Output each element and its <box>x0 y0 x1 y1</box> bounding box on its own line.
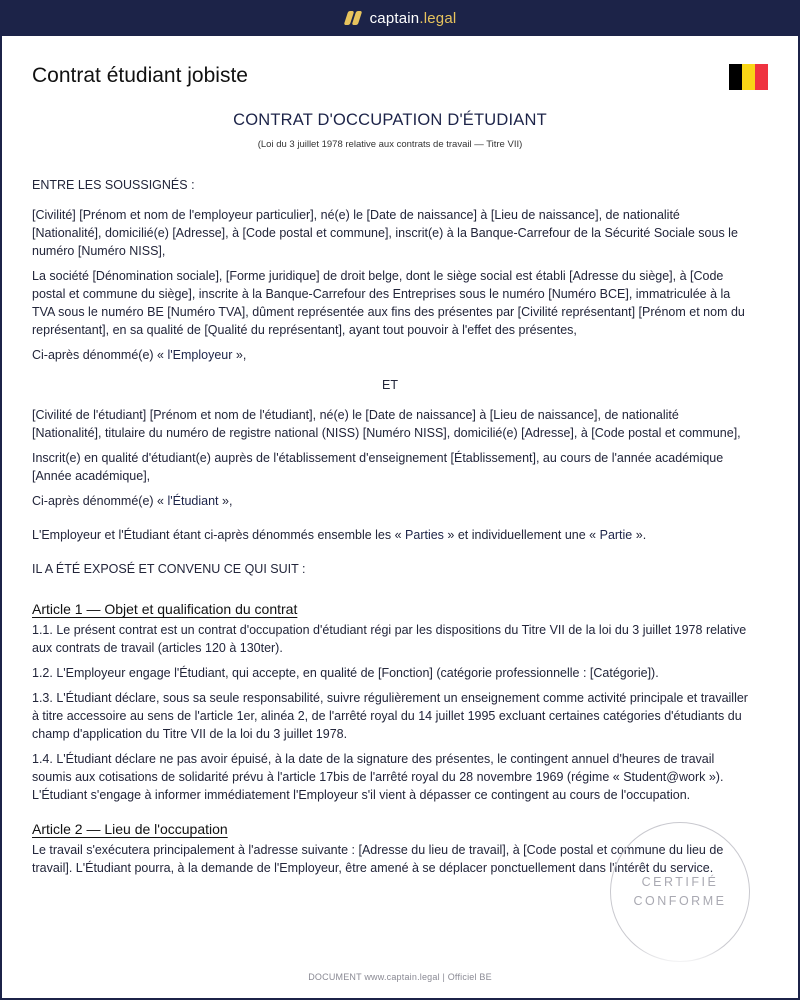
contract-subtitle: (Loi du 3 juillet 1978 relative aux contrats de travail — Titre VII) <box>257 139 523 150</box>
footer-text: DOCUMENT www.captain.legal | Officiel BE <box>308 972 492 982</box>
agreed-heading: IL A ÉTÉ EXPOSÉ ET CONVENU CE QUI SUIT : <box>32 562 306 576</box>
between-heading: ENTRE LES SOUSSIGNÉS : <box>32 178 195 192</box>
employer-term: l'Employeur <box>167 348 233 362</box>
article-2-heading: Article 2 — Lieu de l'occupation <box>32 821 228 837</box>
document-page <box>2 36 798 998</box>
parties-definition: L'Employeur et l'Étudiant étant ci-après dénommés ensemble les « Parties » et individuellement une « Partie ». <box>32 528 647 542</box>
belgium-flag-icon <box>729 64 768 90</box>
article-1-paragraph-3: 1.3. L'Étudiant déclare, sous sa seule responsabilité, suivre régulièrement un enseignement comme activité principale et travailler à titre accessoire au sens de l'article 1er, alinéa 2, de l'arrêté royal du 14 juillet 1995 excluant certaines catégories d'étudiants du champ d'application du Titre VII de la loi du 3 juillet 1978. <box>32 691 748 741</box>
employer-alias: Ci-après dénommé(e) « l'Employeur », <box>32 348 247 362</box>
brand-name[interactable]: captain.legal <box>369 9 457 27</box>
content-fade <box>2 946 798 966</box>
captain-logo-icon <box>344 11 362 25</box>
article-1-paragraph-4: 1.4. L'Étudiant déclare ne pas avoir épuisé, à la date de la signature des présentes, le contingent annuel d'heures de travail soumis aux cotisations de solidarité prévu à l'article 17bis de l'arrêté royal du 28 novembre 1969 (régime « Student@work »). L'Étudiant s'engage à informer immédiatement l'Employeur s'il vient à dépasser ce contingent au cours de l'occupation. <box>32 752 724 802</box>
partie-term: Partie <box>599 528 633 542</box>
article-2-paragraph-1: Le travail s'exécutera principalement à l'adresse suivante : [Adresse du lieu de travail], à [Code postal et commune du lieu de travail]. L'Étudiant pourra, à la demande de l'Employeur, être amené à se déplacer ponctuellement dans l'intérêt du service. <box>32 843 724 875</box>
certified-stamp: CERTIFIÉ CONFORME <box>610 822 750 962</box>
top-bar <box>0 0 800 36</box>
article-1-paragraph-2: 1.2. L'Employeur engage l'Étudiant, qui accepte, en qualité de [Fonction] (catégorie professionnelle : [Catégorie]). <box>32 666 659 680</box>
article-1-heading: Article 1 — Objet et qualification du contrat <box>32 601 298 617</box>
contract-title: CONTRAT D'OCCUPATION D'ÉTUDIANT <box>233 111 547 129</box>
employer-person-paragraph: [Civilité] [Prénom et nom de l'employeur particulier], né(e) le [Date de naissance] à [Lieu de naissance], de nationalité [Nationalité], domicilié(e) [Adresse], à [Code postal et commune], inscrit(e) à la Banque-Carrefour de la Sécurité Sociale sous le numéro [Numéro NISS], <box>32 208 738 258</box>
parties-term: Parties <box>405 528 444 542</box>
document-title: Contrat étudiant jobiste <box>32 64 248 87</box>
contract-body <box>32 108 748 948</box>
student-identity-paragraph: [Civilité de l'étudiant] [Prénom et nom de l'étudiant], né(e) le [Date de naissance] à [Lieu de naissance], de nationalité [Nationalité], titulaire du numéro de registre national (NISS) [Numéro NISS], domicilié(e) [Adresse], à [Code postal et commune], <box>32 408 741 440</box>
student-term: l'Étudiant <box>167 494 219 508</box>
article-1-paragraph-1: 1.1. Le présent contrat est un contrat d'occupation d'étudiant régi par les dispositions du Titre VII de la loi du 3 juillet 1978 relative aux contrats de travail (articles 120 à 130ter). <box>32 623 747 655</box>
employer-company-paragraph: La société [Dénomination sociale], [Forme juridique] de droit belge, dont le siège social est établi [Adresse du siège], à [Code postal et commune du siège], inscrite à la Banque-Carrefour des Entreprises sous le numéro [Numéro BCE], immatriculée à la TVA sous le numéro BE [Numéro TVA], dûment représentée aux fins des présentes par [Civilité représentant] [Prénom et nom du représentant], en sa qualité de [Qualité du représentant], ayant tout pouvoir à l'effet des présentes, <box>32 269 745 337</box>
and-separator: ET <box>382 378 398 392</box>
student-alias: Ci-après dénommé(e) « l'Étudiant », <box>32 494 233 508</box>
student-enrollment-paragraph: Inscrit(e) en qualité d'étudiant(e) auprès de l'établissement d'enseignement [Établissement], au cours de l'année académique [Année académique], <box>32 451 724 483</box>
